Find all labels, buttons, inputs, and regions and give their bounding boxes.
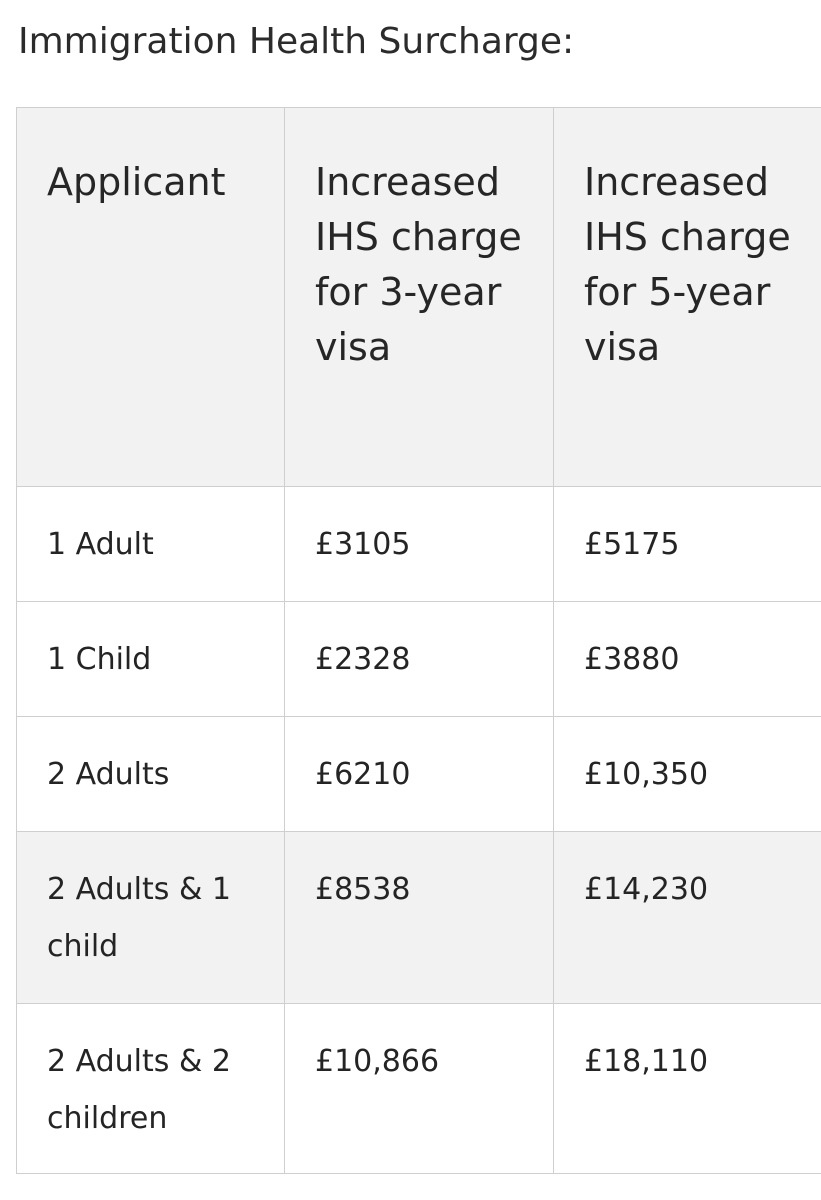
five-year-charge-cell: £18,110 <box>554 1004 821 1174</box>
page-title: Immigration Health Surcharge: <box>18 21 575 62</box>
table-row <box>17 487 821 602</box>
five-year-charge-cell: £3880 <box>554 602 821 717</box>
three-year-charge-cell: £6210 <box>285 717 554 832</box>
applicant-cell: 1 Child <box>17 602 285 717</box>
table-row <box>17 832 821 1004</box>
header-three-year-charge: Increased IHS charge for 3-year visa <box>285 108 554 487</box>
table-body <box>17 487 821 1174</box>
ihs-charges-table <box>16 107 821 1174</box>
header-five-year-charge: Increased IHS charge for 5-year visa <box>554 108 821 487</box>
header-applicant: Applicant <box>17 108 285 487</box>
three-year-charge-cell: £8538 <box>285 832 554 1004</box>
table-row <box>17 717 821 832</box>
table-header-row <box>17 108 821 487</box>
table-row <box>17 602 821 717</box>
five-year-charge-cell: £14,230 <box>554 832 821 1004</box>
three-year-charge-cell: £10,866 <box>285 1004 554 1174</box>
five-year-charge-cell: £5175 <box>554 487 821 602</box>
applicant-cell: 1 Adult <box>17 487 285 602</box>
applicant-cell: 2 Adults & 1 child <box>17 832 285 1004</box>
applicant-cell: 2 Adults <box>17 717 285 832</box>
table-row <box>17 1004 821 1174</box>
five-year-charge-cell: £10,350 <box>554 717 821 832</box>
three-year-charge-cell: £3105 <box>285 487 554 602</box>
three-year-charge-cell: £2328 <box>285 602 554 717</box>
applicant-cell: 2 Adults & 2 children <box>17 1004 285 1174</box>
table-header <box>17 108 821 487</box>
